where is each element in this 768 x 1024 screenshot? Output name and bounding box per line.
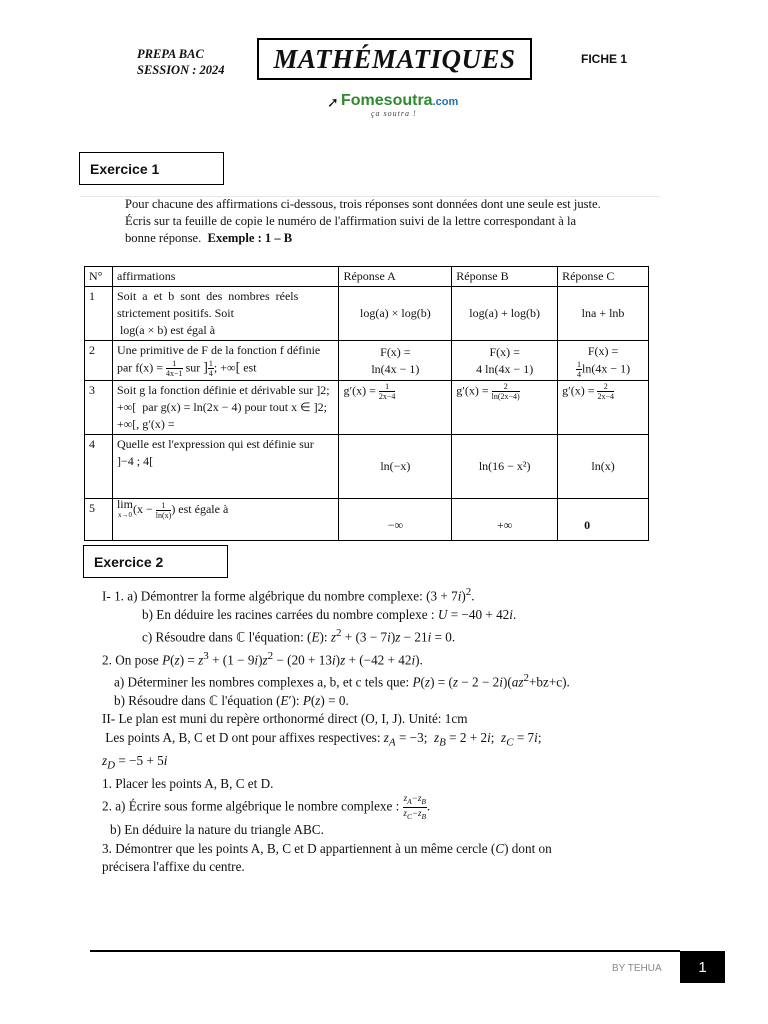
question-line: 1. Placer les points A, B, C et D. <box>102 775 274 791</box>
question-line: Les points A, B, C et D ont pour affixes respectives: $z_A = -3$; $z_B = 2 + 2i$; $z_C = 7i$; <box>102 729 542 749</box>
question-line: II- Le plan est muni du repère orthonormé direct (O, I, J). Unité: 1cm <box>102 711 468 727</box>
answer-c: F(x) = $\frac{1}{4}$ ln(4x − 1) <box>558 341 649 381</box>
page-number: 1 <box>680 951 725 983</box>
answer-a: −∞ <box>339 499 452 541</box>
question-line: b) En déduire la nature du triangle ABC. <box>110 822 324 838</box>
exercise-2-heading: Exercice 2 <box>83 545 228 578</box>
session-line: SESSION : 2024 <box>137 63 225 77</box>
row-number: 5 <box>85 499 113 541</box>
affirmation: Une primitive de F de la fonction f définie par f(x) = $\frac{1}{4x-1}$ sur ] $\frac{1}{4}$ ; +∞[ est <box>112 341 339 381</box>
row-number: 1 <box>85 287 113 341</box>
column-header: affirmations <box>112 267 339 287</box>
affirmation: lim x→0(x − $\frac{1}{\ln(x)}$ ) est égale à <box>112 499 339 541</box>
row-number: 3 <box>85 381 113 435</box>
qcm-table <box>84 266 649 541</box>
answer-c: g′(x) = $\frac{2}{2x-4}$ <box>558 381 649 435</box>
table-row <box>85 287 649 341</box>
table-row <box>85 499 649 541</box>
logo-arrow-icon: ➚ <box>327 96 339 111</box>
affirmation: Soit g la fonction définie et dérivable sur ]2; +∞[ par g(x) = ln(2x − 4) pour tout x ∈ ]2; +∞[, g′(x) = <box>112 381 339 435</box>
answer-a: log(a) × log(b) <box>339 287 452 341</box>
answer-a: F(x) = ln(4x − 1) <box>339 341 452 381</box>
question-line: précisera l'affixe du centre. <box>102 859 245 874</box>
answer-b: +∞ <box>452 499 558 541</box>
row-number: 2 <box>85 341 113 381</box>
column-header: Réponse C <box>558 267 649 287</box>
affirmation: Quelle est l'expression qui est définie sur ]−4 ; 4[ <box>112 435 339 499</box>
example-answer: Exemple : 1 – B <box>207 231 293 245</box>
question-line: $z_D = -5 + 5i$ <box>102 752 168 772</box>
column-header: Réponse B <box>452 267 558 287</box>
prepa-line: PREPA BAC <box>137 47 204 61</box>
page-title: MATHÉMATIQUES <box>257 38 532 80</box>
answer-a: ln(−x) <box>339 435 452 499</box>
session-label <box>137 46 225 78</box>
question-line: I- 1. a) Démontrer la forme algébrique du nombre complexe: $(3 + 7i)^2$. <box>102 586 475 604</box>
answer-c: ln(x) <box>558 435 649 499</box>
question-line: c) Résoudre dans ℂ l'équation: (E): $z^2 + (3 - 7i)z - 21i = 0$. <box>142 626 456 645</box>
question-line: b) En déduire les racines carrées du nombre complexe : U = −40 + 42i. <box>142 606 517 622</box>
instruction-line: Pour chacune des affirmations ci-dessous, trois réponses sont données dont une seule est juste. <box>125 197 601 211</box>
exercise-2-body <box>102 583 622 876</box>
instruction-line: bonne réponse. Exemple : 1 – B <box>125 231 293 245</box>
answer-c: 0 <box>558 499 649 541</box>
exercise-1-instructions <box>125 196 620 247</box>
footer-divider <box>90 950 680 952</box>
question-line: 2. a) Écrire sous forme algébrique le nombre complexe : $\frac{z_A-z_B}{z_C-z_B}$ . <box>102 792 431 821</box>
instruction-line: Écris sur ta feuille de copie le numéro de l'affirmation suivi de la lettre correspondant à la <box>125 214 577 228</box>
question-line: b) Résoudre dans ℂ l'équation (E′): P(z) = 0. <box>114 693 349 709</box>
table-row <box>85 341 649 381</box>
answer-c: lna + lnb <box>558 287 649 341</box>
question-line: 3. Démontrer que les points A, B, C et D appartiennent à un même cercle (C) dont on <box>102 840 552 856</box>
column-header: N° <box>85 267 113 287</box>
answer-b: log(a) + log(b) <box>452 287 558 341</box>
affirmation: Soit a et b sont des nombres réels strictement positifs. Soit log(a × b) est égal à <box>112 287 339 341</box>
row-number: 4 <box>85 435 113 499</box>
answer-b: ln(16 − x²) <box>452 435 558 499</box>
exercise-1-heading: Exercice 1 <box>79 152 224 185</box>
author-label: BY TEHUA <box>612 963 662 974</box>
table-header-row <box>85 267 649 287</box>
fiche-label: FICHE 1 <box>581 52 628 66</box>
column-header: Réponse A <box>339 267 452 287</box>
logo-slogan: ça soutra ! <box>371 109 417 118</box>
fomesoutra-logo <box>327 92 467 120</box>
answer-b: g′(x) = $\frac{2}{\ln(2x-4)}$ <box>452 381 558 435</box>
question-line: a) Déterminer les nombres complexes a, b, et c tels que: $P(z) = (z - 2 - 2i)(az^2+bz+c)$. <box>114 672 570 690</box>
question-line: 2. On pose $P(z) = z^3 + (1 - 9i)z^2 - (20 + 13i)z + (-42 + 42i)$. <box>102 649 423 668</box>
answer-a: g′(x) = $\frac{1}{2x-4}$ <box>339 381 452 435</box>
logo-text: Fomesoutra.com <box>341 92 459 109</box>
table-row <box>85 381 649 435</box>
answer-b: F(x) = 4 ln(4x − 1) <box>452 341 558 381</box>
table-row <box>85 435 649 499</box>
